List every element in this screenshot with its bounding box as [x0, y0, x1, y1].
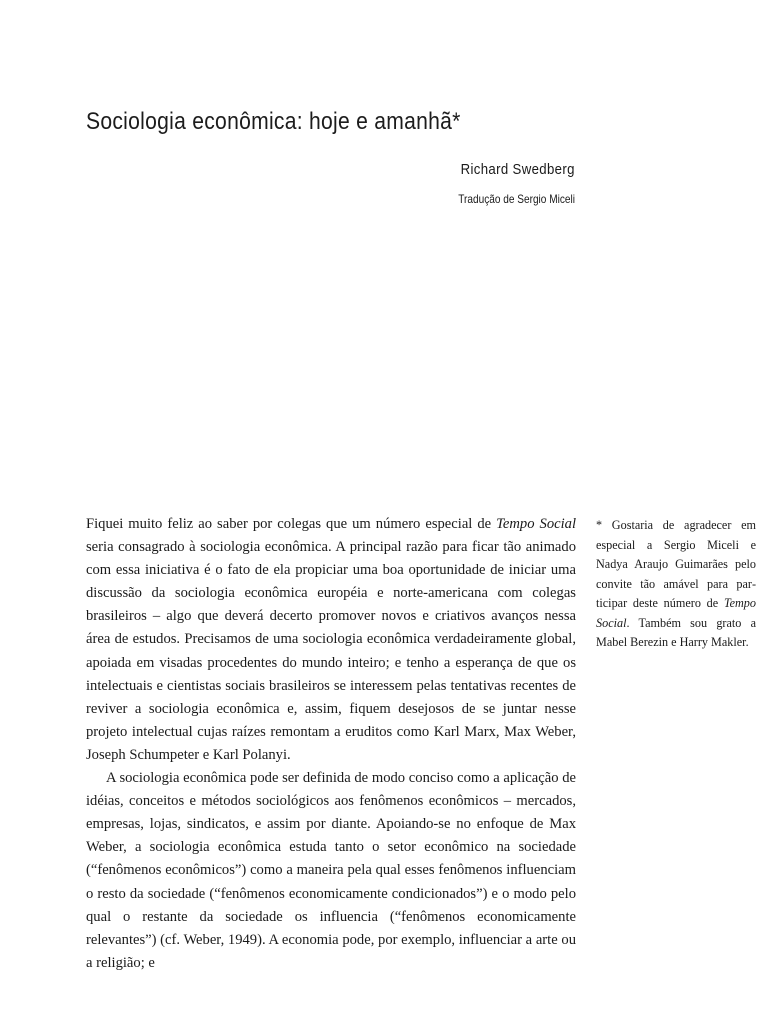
journal-name: Tempo Social [496, 516, 577, 532]
paragraph-1 [86, 513, 576, 767]
article-title: Sociologia econômica: hoje e amanhã* [86, 108, 461, 135]
translator-credit: Tradução de Sergio Miceli [458, 192, 575, 206]
body-text [86, 513, 576, 975]
footnote-text-a: * Gostaria de agradecer em especial a Sergio Miceli e Nadya Araujo Guimarães pelo convite tão amável para participar deste número de [596, 518, 756, 610]
footnote [596, 516, 756, 653]
paragraph-1-text-a: Fiquei muito feliz ao saber por colegas que um número especial de [86, 516, 497, 532]
footnote-text-b: . Também sou grato a Mabel Berezin e Harry Makler. [596, 615, 756, 649]
paragraph-1-text-b: seria consagrado à sociologia econômica. A principal razão para ficar tão animado com essa iniciativa é o fato de ela propiciar uma boa oportunidade de iniciar uma discussão da sociologia econômica européia e norte-americana com colegas brasileiros – algo que deverá decerto promover novos e criativos avanços nessa área de estudos. Precisamos de uma sociologia econômica verdadeiramente global, apoiada em visadas procedentes do mundo inteiro; e tenho a esperança de que os intelectuais e cientistas sociais brasileiros se interessem pelas tentativas recentes de reviver a sociologia econômica e, assim, fiquem desejosos de se juntar nesse projeto intelectual cujas raízes remontam a eruditos como Karl Marx, Max Weber, Joseph Schumpeter e Karl Polanyi. [86, 539, 576, 763]
footnote-journal-name: Tempo Social [596, 596, 756, 630]
author-name: Richard Swedberg [460, 161, 575, 178]
paragraph-2: A sociologia econômica pode ser definida de modo conciso como a aplicação de idéias, conceitos e métodos sociológicos aos fenômenos econômicos – mercados, empresas, lojas, sindicatos, e assim por diante. Apoiando-se no enfoque de Max Weber, a sociologia econômica estuda tanto o setor econômico na sociedade (“fenômenos econômicos”) como a maneira pela qual esses fenômenos influenciam o resto da sociedade (“fenômenos economicamente condicionados”) e o modo pelo qual o restante da sociedade os influencia (“fenômenos economicamente relevantes”) (cf. Weber, 1949). A economia pode, por exemplo, influenciar a arte ou a religião; e [86, 770, 576, 971]
